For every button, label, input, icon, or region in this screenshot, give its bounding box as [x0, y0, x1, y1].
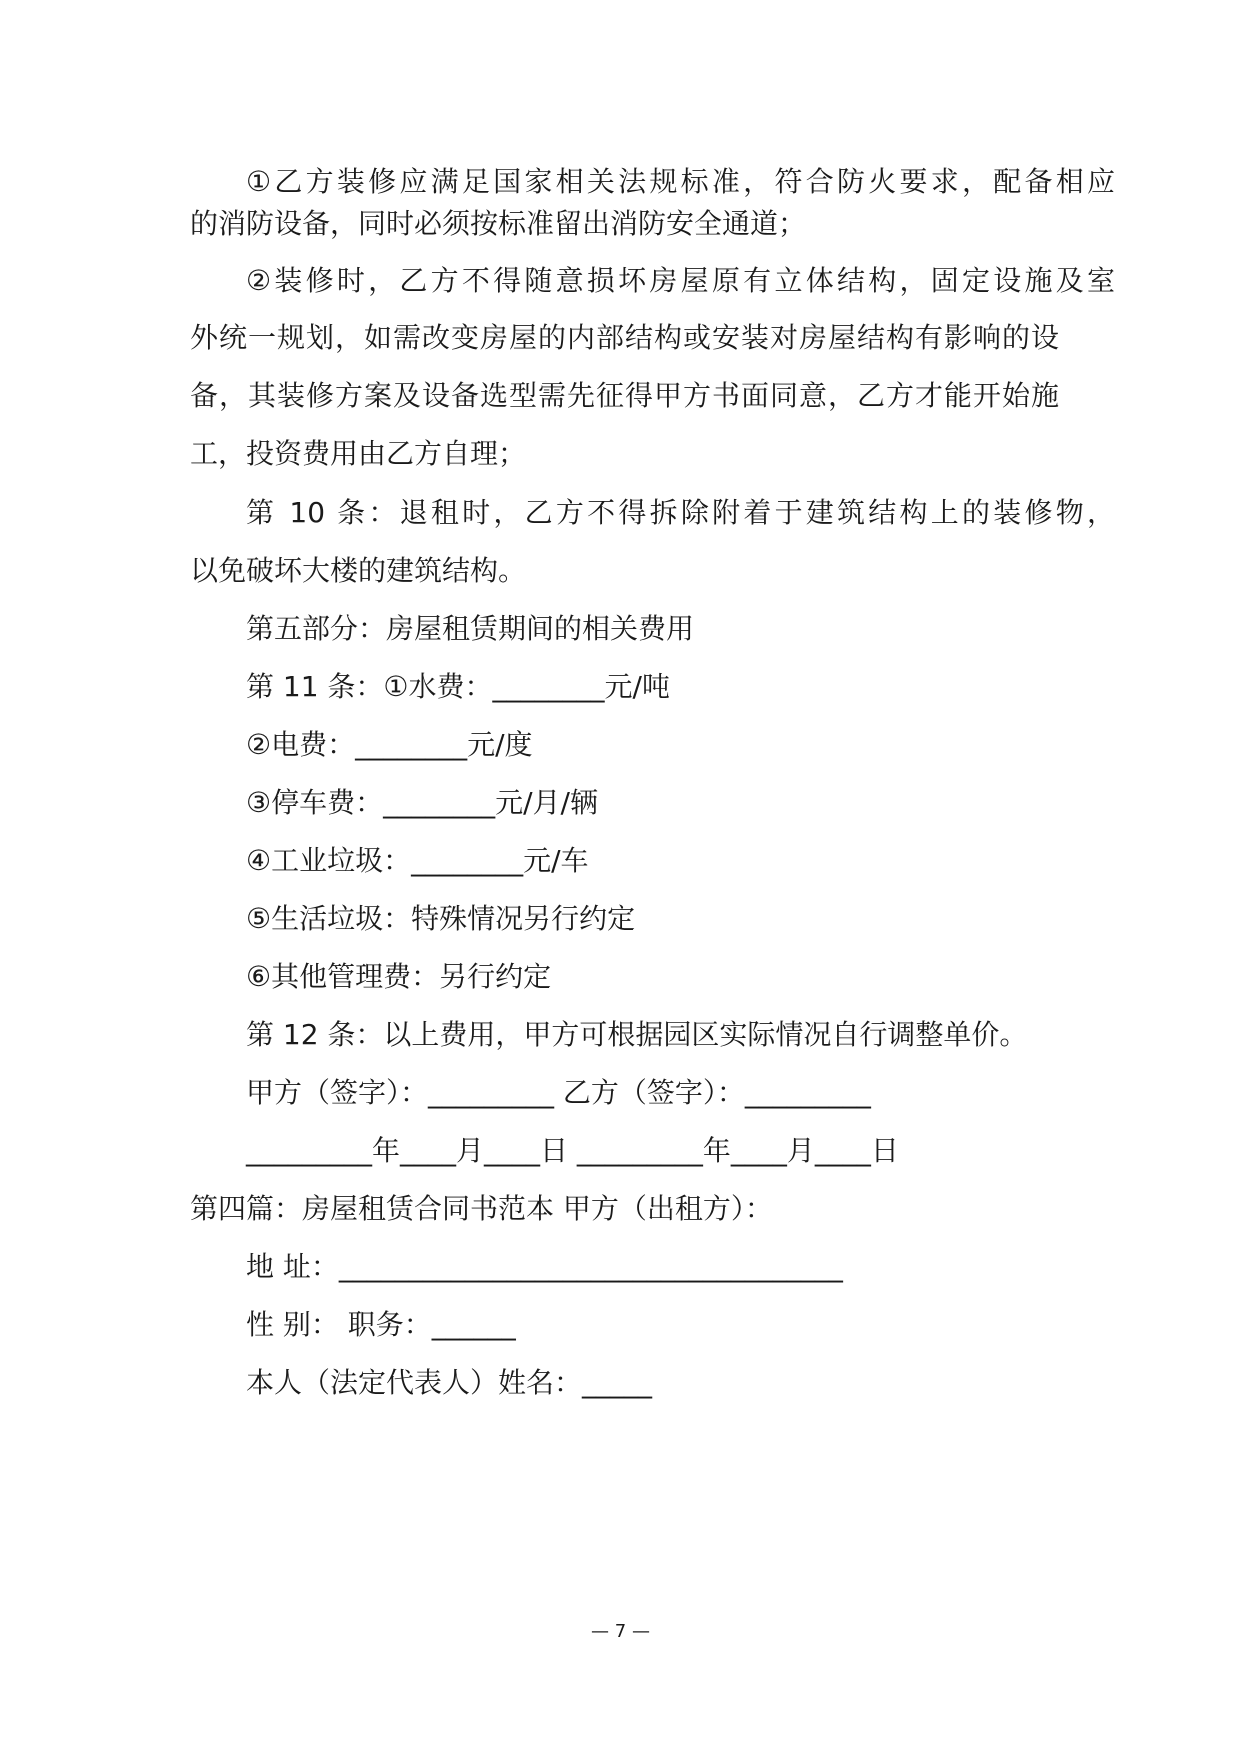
clause-9-2-line-2: 外统一规划，如需改变房屋的内部结构或安装对房屋结构有影响的设 — [190, 321, 1059, 354]
electricity-fee: ②电费：________元/度 — [246, 728, 533, 761]
clause-10-line-1: 第 10 条：退租时，乙方不得拆除附着于建筑结构上的装修物， — [246, 496, 1115, 529]
clause-10-line-2: 以免破坏大楼的建筑结构。 — [190, 554, 527, 587]
part-4-heading: 第四篇：房屋租赁合同书范本 甲方（出租方）： — [190, 1192, 773, 1225]
address-field: 地 址：____________________________________ — [246, 1250, 843, 1283]
clause-9-1-line-2: 的消防设备，同时必须按标准留出消防安全通道； — [190, 207, 807, 240]
clause-9-2-line-4: 工，投资费用由乙方自理； — [190, 437, 527, 470]
parking-fee: ③停车费：________元/月/辆 — [246, 786, 598, 819]
page-number: — 7 — — [591, 1621, 650, 1642]
section-5-heading: 第五部分：房屋租赁期间的相关费用 — [246, 612, 695, 645]
date-line: _________年____月____日 _________年____月____日 — [246, 1134, 899, 1167]
clause-9-2-line-3: 备，其装修方案及设备选型需先征得甲方书面同意，乙方才能开始施 — [190, 379, 1059, 412]
clause-12: 第 12 条：以上费用，甲方可根据园区实际情况自行调整单价。 — [246, 1018, 1028, 1051]
clause-9-1-line-1: ①乙方装修应满足国家相关法规标准，符合防火要求，配备相应 — [246, 165, 1115, 198]
household-waste-fee: ⑤生活垃圾：特殊情况另行约定 — [246, 902, 636, 935]
industrial-waste-fee: ④工业垃圾：________元/车 — [246, 844, 589, 877]
other-management-fee: ⑥其他管理费：另行约定 — [246, 960, 552, 993]
gender-position-field: 性 别： 职务：______ — [246, 1308, 516, 1341]
clause-11-water-fee: 第 11 条：①水费：________元/吨 — [246, 670, 670, 703]
clause-9-2-line-1: ②装修时，乙方不得随意损坏房屋原有立体结构，固定设施及室 — [246, 264, 1115, 297]
signature-line: 甲方（签字）：_________ 乙方（签字）：_________ — [246, 1076, 871, 1109]
representative-name-field: 本人（法定代表人）姓名：_____ — [246, 1366, 653, 1399]
